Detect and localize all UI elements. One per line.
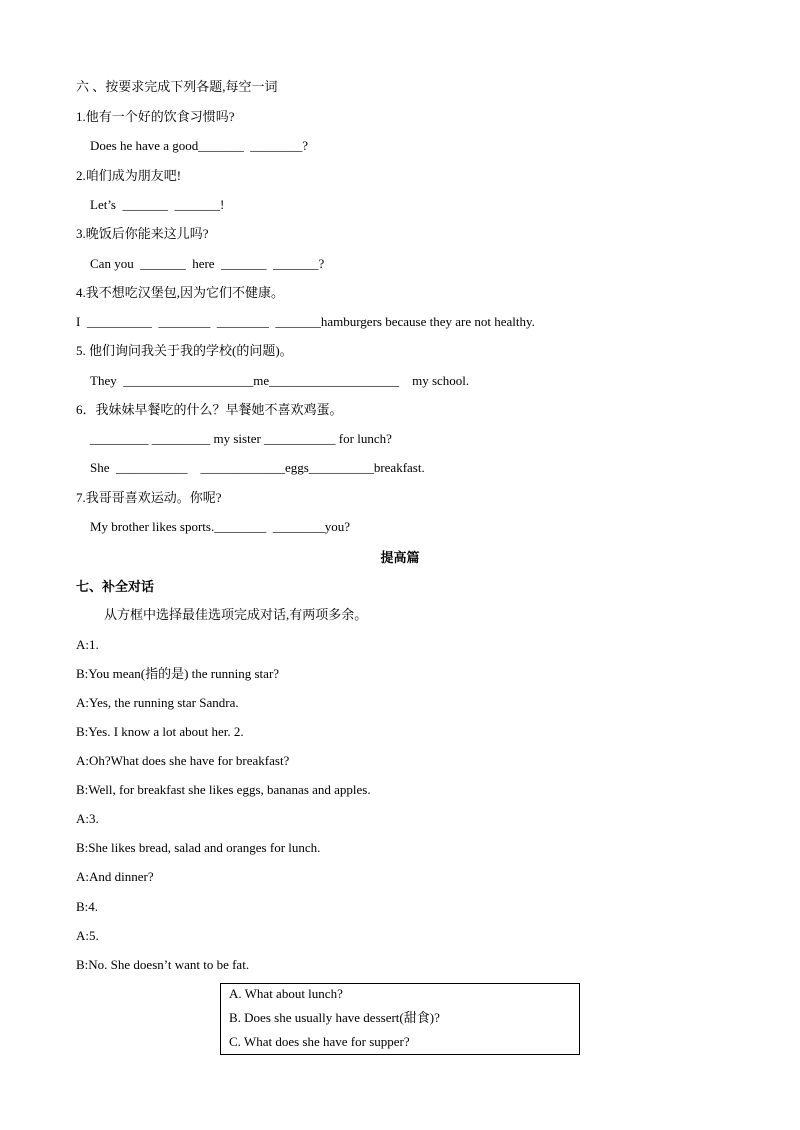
dialogue-line-12: B:No. She doesn’t want to be fat. [76, 957, 250, 972]
q7-english: My brother likes sports.________ ________you? [90, 519, 350, 534]
q6-english-2: She ___________ _____________eggs__________breakfast. [90, 460, 425, 475]
dialogue-line-11: A:5. [76, 928, 99, 943]
q2-english: Let’s _______ _______! [90, 197, 225, 212]
q4-chinese: 4.我不想吃汉堡包,因为它们不健康。 [76, 285, 285, 300]
dialogue-line-10: B:4. [76, 899, 99, 914]
q7-chinese: 7.我哥哥喜欢运动。你呢? [76, 490, 222, 505]
q1-chinese: 1.他有一个好的饮食习惯吗? [76, 109, 235, 124]
q2-chinese: 2.咱们成为朋友吧! [76, 168, 182, 183]
q3-english: Can you _______ here _______ _______? [90, 256, 325, 271]
option-a: A. What about lunch? [229, 986, 343, 1001]
option-c: C. What does she have for supper? [229, 1034, 410, 1049]
dialogue-line-3: A:Yes, the running star Sandra. [76, 695, 239, 710]
section7-instruction: 从方框中选择最佳选项完成对话,有两项多余。 [104, 607, 368, 622]
q3-chinese: 3.晚饭后你能来这儿吗? [76, 226, 209, 241]
q6-chinese: 6．我妹妹早餐吃的什么？早餐她不喜欢鸡蛋。 [76, 402, 343, 417]
dialogue-line-1: A:1. [76, 637, 99, 652]
section6-heading: 六 、按要求完成下列各题,每空一词 [76, 79, 278, 94]
q5-english: They ____________________me____________________ my school. [90, 373, 470, 388]
dialogue-line-2: B:You mean(指的是) the running star? [76, 666, 280, 681]
dialogue-line-7: A:3. [76, 811, 99, 826]
dialogue-line-5: A:Oh?What does she have for breakfast? [76, 753, 290, 768]
q1-english: Does he have a good_______ ________? [90, 138, 309, 153]
dialogue-line-9: A:And dinner? [76, 869, 154, 884]
section7-heading: 七、补全对话 [76, 579, 155, 594]
dialogue-line-6: B:Well, for breakfast she likes eggs, bananas and apples. [76, 782, 371, 797]
q5-chinese: 5. 他们询问我关于我的学校(的问题)。 [76, 343, 293, 358]
dialogue-line-4: B:Yes. I know a lot about her. 2. [76, 724, 244, 739]
q4-english: I __________ ________ ________ _______hamburgers because they are not healthy. [76, 314, 535, 329]
dialogue-line-8: B:She likes bread, salad and oranges for lunch. [76, 840, 321, 855]
options-box [220, 983, 580, 1055]
option-b: B. Does she usually have dessert(甜食)? [229, 1010, 440, 1025]
advanced-section-title: 提高篇 [380, 550, 420, 565]
q6-english-1: _________ _________ my sister ___________ for lunch? [90, 431, 392, 446]
